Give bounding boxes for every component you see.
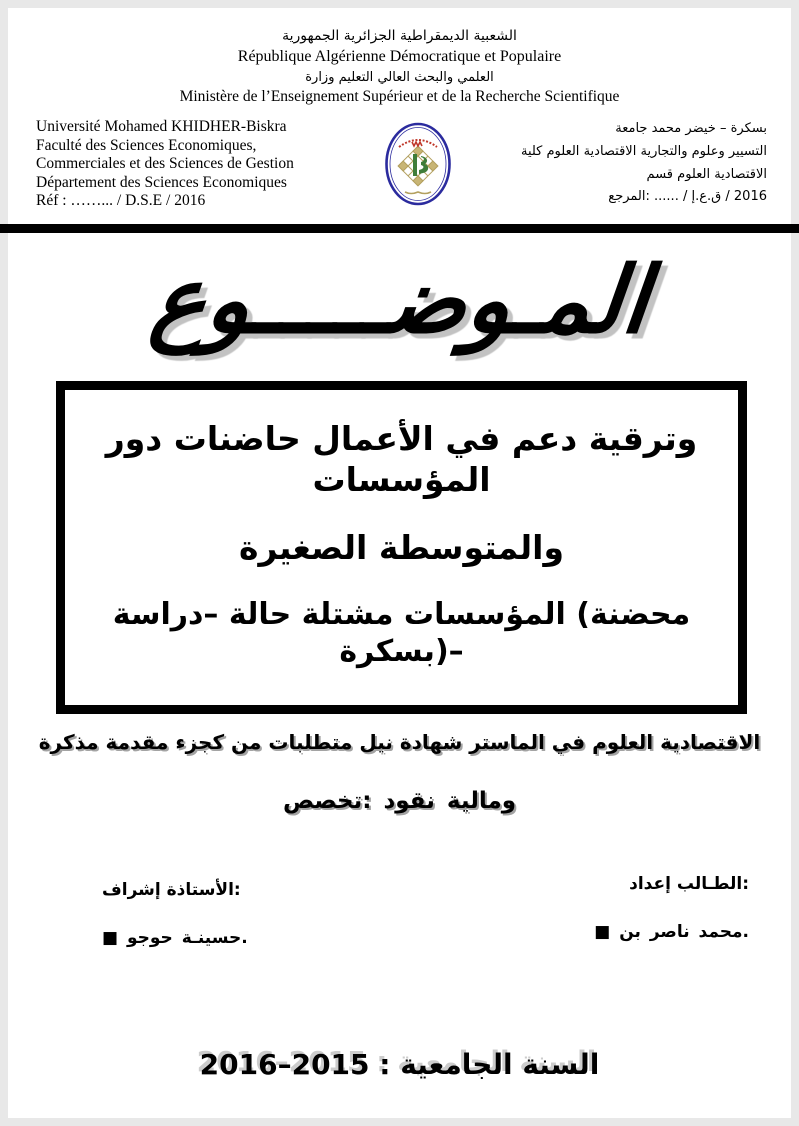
department-name-fr: Département des Sciences Economiques [36,173,287,191]
university-name-ar: جامعة محمد خيضر – بسكرة [615,121,767,136]
national-header [8,8,791,106]
university-block-arabic [495,118,767,209]
university-block-french [36,118,341,211]
student-section-label: إعداد الطـالب: [629,873,749,894]
people-row [8,874,791,948]
thesis-title-box [56,381,747,714]
supervisor-block [102,874,322,948]
faculty-name-fr-line2: Commerciales et des Sciences de Gestion [36,155,294,173]
student-block [529,874,749,948]
republic-title-arabic: الجمهورية الجزائرية الديمقراطية الشعبية [282,28,517,44]
thesis-title-line-3: –دراسة حالة مشتلة المؤسسات (محضنة بسكرة)– [112,596,691,670]
reference-number-ar: المرجع: ...... / ق.ع.إ / 2016 [608,189,767,205]
specialty-line: تخصص: نقود ومالية [282,787,517,814]
university-seal-logo-icon [385,120,451,206]
university-name-fr: Université Mohamed KHIDHER-Biskra [36,118,287,135]
memoir-requirement-note: مذكرة مقدمة كجزء من متطلبات نيل شهادة الماستر في العلوم الاقتصادية [38,729,761,754]
supervisor-name: ■ حوجو حسينـة. [102,927,248,948]
reference-number-fr: Réf : ……... / D.S.E / 2016 [36,192,206,210]
department-name-ar: قسم العلوم الاقتصادية [646,166,767,182]
thesis-title-line-1: دور حاضنات الأعمال في دعم وترقية المؤسسات [105,418,698,500]
university-header-row [8,118,791,211]
ministry-title-arabic: وزارة التعليم العالي والبحث العلمي [305,70,494,85]
faculty-name-fr-line1: Faculté des Sciences Economiques, [36,136,257,154]
student-name: ■ بن ناصر محمد. [594,921,749,942]
faculty-name-ar: كلية العلوم الاقتصادية والتجارية وعلوم التسيير [520,143,767,159]
supervisor-section-label: إشراف الأستاذة: [102,879,241,900]
academic-year: السنة الجامعية : 2015–2016 [199,1047,600,1081]
ministry-title-french: Ministère de l’Enseignement Supérieur et de la Recherche Scientifique [179,88,620,105]
university-seal [385,120,451,210]
subject-calligraphy-title: المـوضـــــوع [145,246,654,354]
header-divider-rule [0,224,799,233]
republic-title-french: République Algérienne Démocratique et Populaire [237,48,562,65]
thesis-title-line-2: الصغيرة والمتوسطة [239,528,564,568]
